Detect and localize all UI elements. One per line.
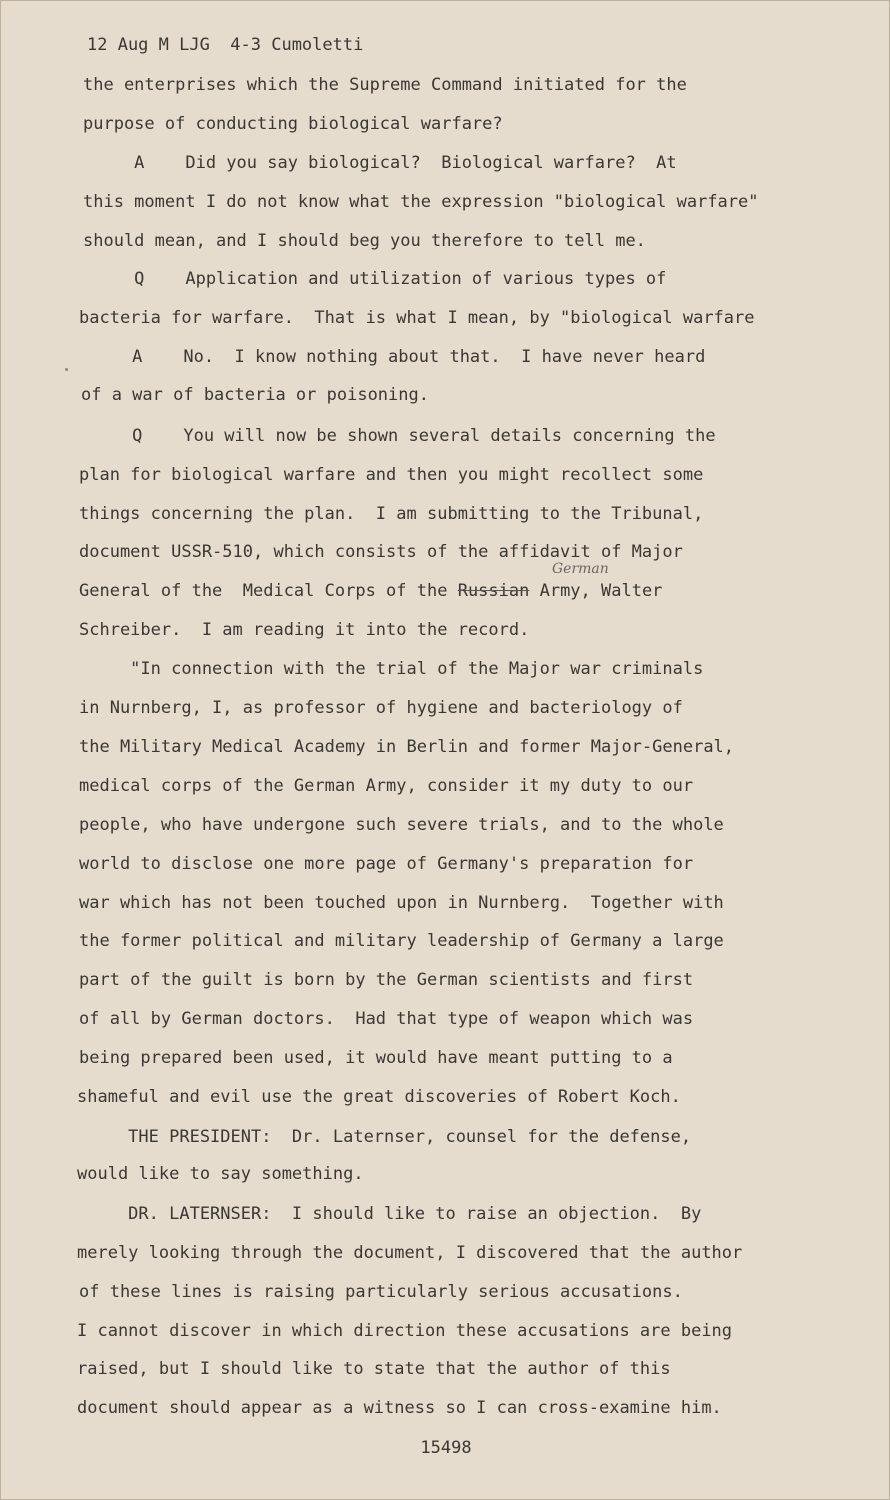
text-line-10: Q You will now be shown several details concerning the xyxy=(81,426,716,446)
text-line-23: the former political and military leadership of Germany a large xyxy=(79,931,724,951)
text-line-14-end: Army, Walter xyxy=(529,581,663,601)
text-line-24: part of the guilt is born by the German scientists and first xyxy=(79,970,694,990)
text-line-11: plan for biological warfare and then you might recollect some xyxy=(79,465,704,485)
text-line-18: the Military Medical Academy in Berlin and former Major-General, xyxy=(79,737,735,757)
text-line-17: in Nurnberg, I, as professor of hygiene and bacteriology of xyxy=(79,698,683,718)
text-line-32: of these lines is raising particularly serious accusations. xyxy=(79,1282,683,1302)
text-line-3: A Did you say biological? Biological warfare? At xyxy=(83,153,677,173)
ink-speck xyxy=(65,368,68,371)
text-line-15: Schreiber. I am reading it into the record. xyxy=(79,620,530,640)
page-number: 15498 xyxy=(420,1438,472,1458)
text-line-2: purpose of conducting biological warfare? xyxy=(83,114,503,134)
text-line-9: of a war of bacteria or poisoning. xyxy=(81,385,429,405)
text-line-26: being prepared been used, it would have meant putting to a xyxy=(79,1048,673,1068)
text-line-19: medical corps of the German Army, consider it my duty to our xyxy=(79,776,694,796)
text-line-1: the enterprises which the Supreme Command initiated for the xyxy=(83,75,687,95)
text-line-27: shameful and evil use the great discoveries of Robert Koch. xyxy=(77,1087,681,1107)
text-line-4: this moment I do not know what the expression "biological warfare" xyxy=(83,192,759,212)
text-line-8: A No. I know nothing about that. I have never heard xyxy=(81,347,706,367)
text-line-25: of all by German doctors. Had that type of weapon which was xyxy=(79,1009,694,1029)
page-header: 12 Aug M LJG 4-3 Cumoletti xyxy=(87,35,364,55)
text-line-6: Q Application and utilization of various types of xyxy=(83,269,667,289)
struck-word: Russian xyxy=(457,581,530,601)
text-line-29: would like to say something. xyxy=(77,1164,364,1184)
text-line-33: I cannot discover in which direction these accusations are being xyxy=(77,1321,733,1341)
text-line-7: bacteria for warfare. That is what I mean, by "biological warfare xyxy=(79,308,755,328)
text-line-22: war which has not been touched upon in Nurnberg. Together with xyxy=(79,893,724,913)
text-line-34: raised, but I should like to state that the author of this xyxy=(77,1359,671,1379)
text-line-28: THE PRESIDENT: Dr. Laternser, counsel for the defense, xyxy=(77,1127,692,1147)
text-line-30: DR. LATERNSER: I should like to raise an objection. By xyxy=(77,1204,702,1224)
text-line-5: should mean, and I should beg you therefore to tell me. xyxy=(83,231,646,251)
text-line-12: things concerning the plan. I am submitting to the Tribunal, xyxy=(79,504,704,524)
handwritten-correction: German xyxy=(552,561,609,577)
text-line-14-start: General of the Medical Corps of the xyxy=(79,581,458,601)
text-line-20: people, who have undergone such severe trials, and to the whole xyxy=(79,815,724,835)
text-line-35: document should appear as a witness so I can cross-examine him. xyxy=(77,1398,722,1418)
text-line-21: world to disclose one more page of Germany's preparation for xyxy=(79,854,694,874)
text-line-14 xyxy=(79,581,890,601)
text-line-31: merely looking through the document, I discovered that the author xyxy=(77,1243,743,1263)
text-line-13: document USSR-510, which consists of the affidavit of Major xyxy=(79,542,683,562)
text-line-16: "In connection with the trial of the Major war criminals xyxy=(79,659,704,679)
